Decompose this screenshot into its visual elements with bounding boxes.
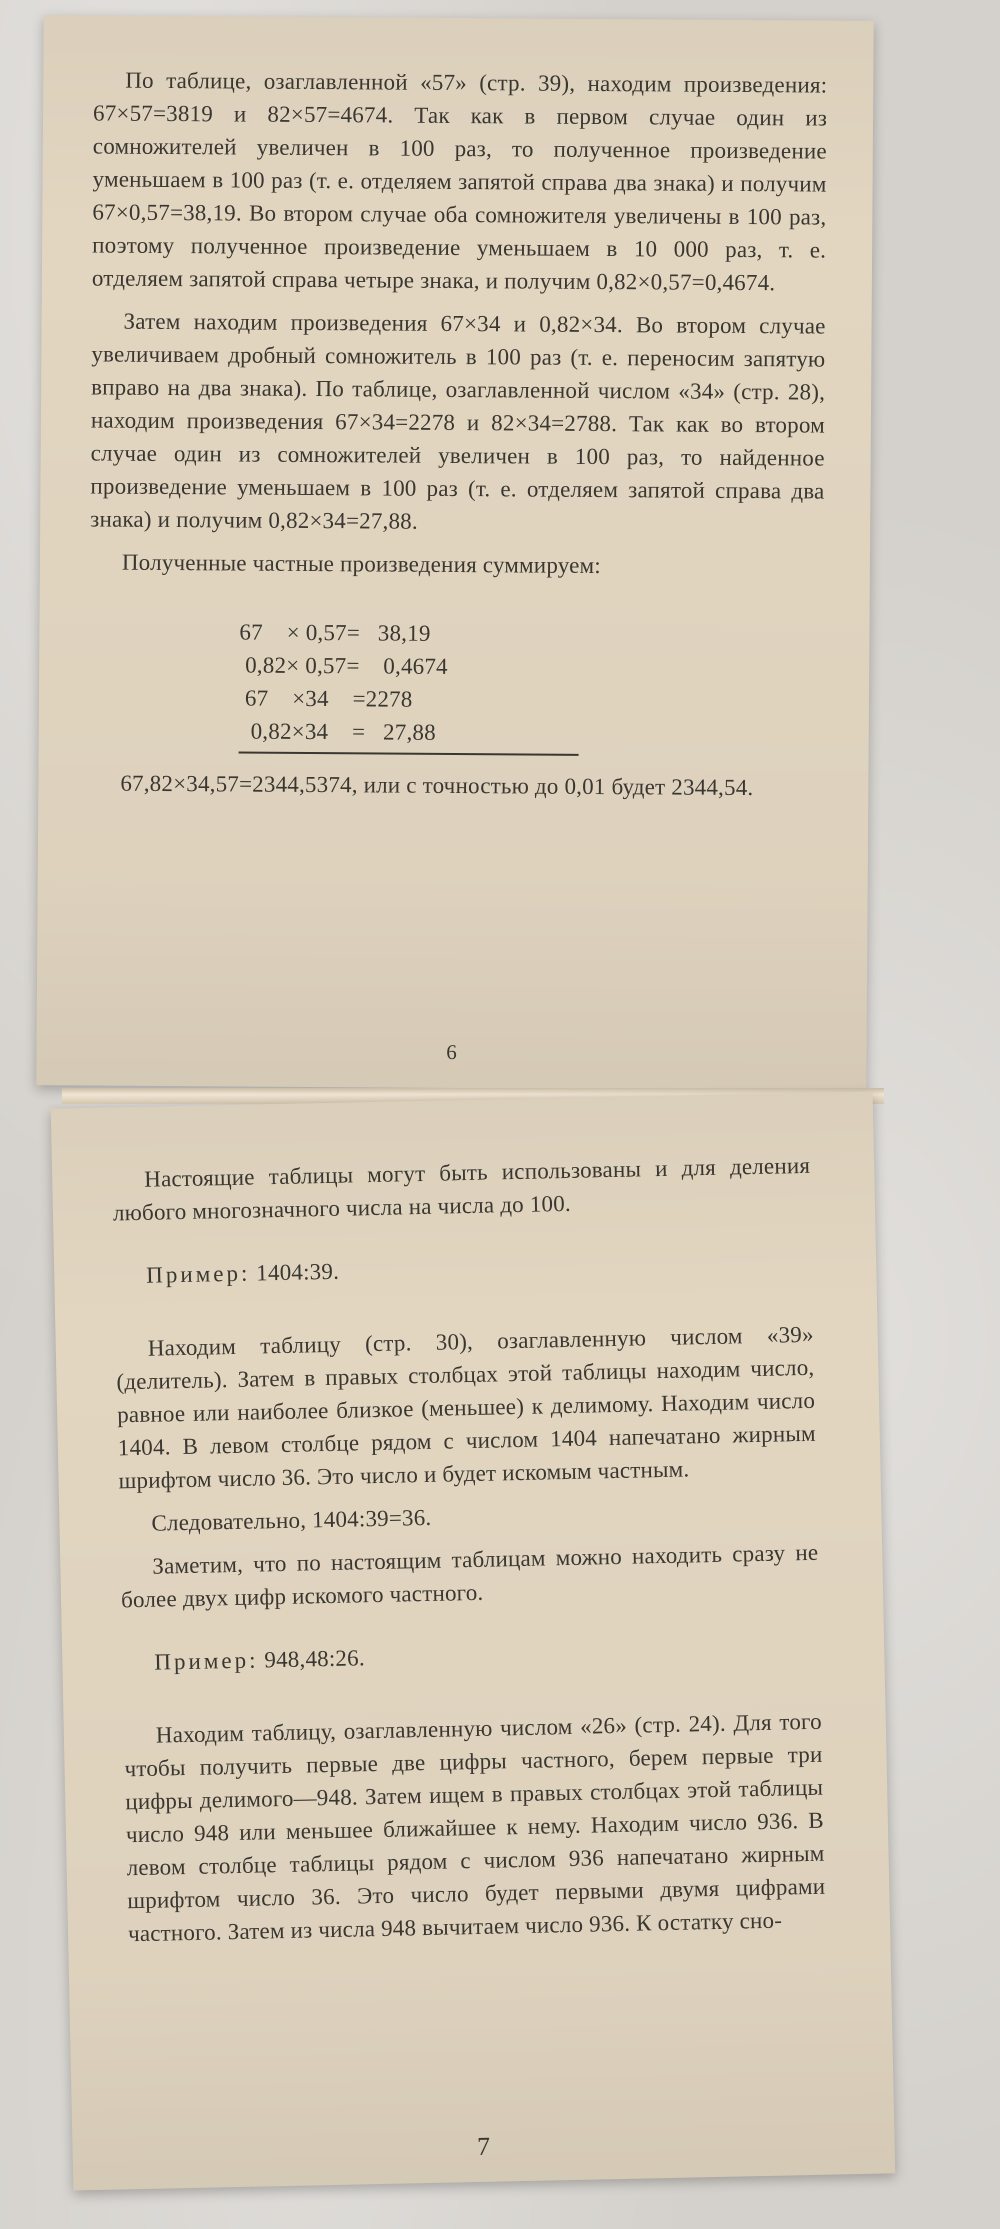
calc-row: 67 × 0,57= 38,19 xyxy=(239,619,431,646)
example-label: Пример: xyxy=(146,1260,251,1288)
calc-row: 0,82× 0,57= 0,4674 xyxy=(239,652,448,679)
paragraph: Заметим, что по настоящим таблицам можно находить сразу не более двух цифр искомого частного. xyxy=(120,1539,819,1613)
paragraph: Затем находим произведения 67×34 и 0,82×34. Во втором случае увеличиваем дробный сомножитель в 100 раз (т. е. переносим запятую вправо на два знака). По таблице, озаглавленной числом «34» (стр. 28), находим произведения 67×34=2278 и 82×34=2788. Так как во втором случае один из сомножителей увеличен в 100 раз, то найденное произведение уменьшаем в 100 раз (т. е. отделяем запятой справа два знака) и получим 0,82×34=27,88. xyxy=(90,308,826,534)
page-6-body xyxy=(88,63,827,814)
page-7-body xyxy=(112,1149,827,1960)
paragraph: Полученные частные произведения суммируем: xyxy=(121,549,602,579)
paragraph: По таблице, озаглавленной «57» (стр. 39), находим произведения: 67×57=3819 и 82×57=4674. Так как в первом случае один из сомножителей увеличен в 100 раз, то полученное произведение уменьшаем в 100 раз (т. е. отделяем запятой справа два знака) и получим 67×0,57=38,19. Во втором случае оба сомножителя увеличены в 100 раз, поэтому полученное произведение уменьшаем в 10 000 раз, т. е. отделяем запятой справа четыре знака, и получим 0,82×0,57=0,4674. xyxy=(91,67,828,296)
result-paragraph: 67,82×34,57=2344,5374, или с точностью до 0,01 будет 2344,54. xyxy=(120,770,754,801)
page-7 xyxy=(51,1092,895,2191)
page-number: 6 xyxy=(446,1039,457,1065)
calc-row: 0,82×34 = 27,88 xyxy=(238,718,436,745)
paragraph: Следовательно, 1404:39=36. xyxy=(151,1504,432,1536)
paragraph: Находим таблицу, озаглавленную числом «26» (стр. 24). Для того чтобы получить первые две цифры частного, берем первые три цифры делимого—948. Затем ищем в правых столбцах этой таблицы число 948 или меньшее ближайшее к нему. Находим число 936. В левом столбце таблицы рядом с числом 936 напечатано жирным шрифтом число 36. Это число будет первыми двумя цифрами частного. Затем из числа 948 вычитаем число 936. К остатку сно- xyxy=(124,1708,826,1947)
paragraph: Находим таблицу (стр. 30), озаглавленную числом «39» (делитель). Затем в правых столбцах этой таблицы находим число, равное или наиболее близкое (меньшее) к делимому. Находим число 1404. В левом столбце рядом с числом 1404 напечатано жирным шрифтом число 36. Это число и будет искомым частным. xyxy=(116,1321,816,1494)
example-heading xyxy=(122,1632,821,1680)
calc-row: 67 ×34 =2278 xyxy=(238,685,413,712)
example-label: Пример: xyxy=(154,1647,259,1675)
page-number: 7 xyxy=(476,2131,491,2162)
example-heading xyxy=(114,1245,813,1293)
example-expression: 948,48:26. xyxy=(264,1645,366,1673)
example-expression: 1404:39. xyxy=(256,1258,340,1286)
summation-block xyxy=(239,615,600,756)
page-6 xyxy=(36,15,873,1091)
intro-paragraph: Настоящие таблицы могут быть использованы и для деления любого многозначного числа на числа до 100. xyxy=(112,1152,811,1226)
sum-rule xyxy=(239,751,579,755)
